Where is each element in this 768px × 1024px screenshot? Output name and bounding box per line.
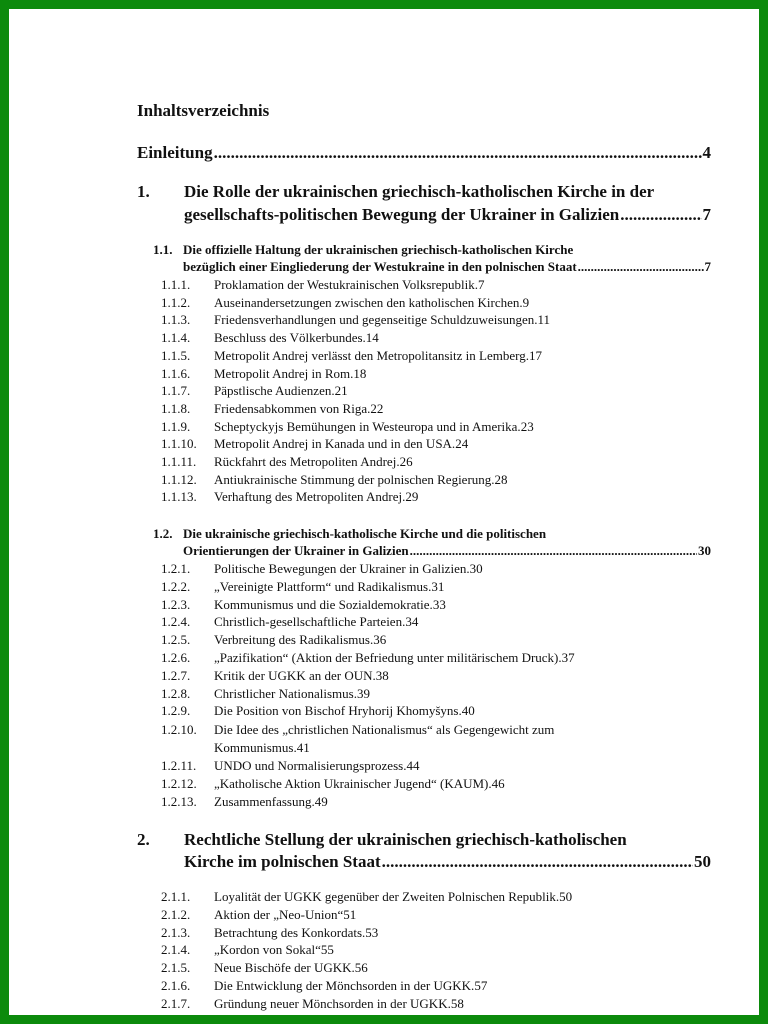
section-title-line	[183, 258, 711, 275]
subsection-title-text: Antiukrainische Stimmung der polnischen Regierung.	[214, 471, 495, 487]
subsection-title-line	[214, 418, 711, 435]
subsection-number: 1.2.6.	[161, 650, 191, 665]
subsection-title-text: Politische Bewegungen der Ukrainer in Galizien.	[214, 561, 470, 576]
subsection-title-line: Die Idee des „christlichen Nationalismus“ als Gegengewicht zum	[214, 722, 555, 737]
chapter-title-line	[184, 850, 711, 873]
subsection-title-line	[214, 685, 711, 702]
toc-page-number: 57	[474, 978, 488, 993]
toc-page-number: 22	[370, 400, 384, 416]
subsection-title-text: „Kordon von Sokal“	[214, 942, 321, 958]
subsection-number: 2.1.2.	[161, 906, 191, 922]
subsection-number: 1.2.4.	[161, 614, 191, 630]
dot-leader	[620, 203, 701, 226]
section-title-line	[183, 542, 711, 559]
subsection-number: 1.2.7.	[161, 667, 191, 683]
toc-page-number: 29	[405, 489, 419, 505]
toc-page-number: 50	[559, 889, 573, 904]
toc-page-number: 39	[356, 685, 370, 701]
toc-page-number: 21	[334, 383, 348, 399]
subsection-title-text: „Katholische Aktion Ukrainischer Jugend“ (KAUM).	[214, 776, 492, 791]
subsection-title-line	[214, 347, 711, 364]
subsection-title-text: Kommunismus und die Sozialdemokratie.	[214, 596, 433, 612]
subsection-number: 1.1.4.	[161, 330, 191, 346]
dot-leader	[578, 258, 704, 275]
subsection-number: 1.1.3.	[161, 312, 191, 328]
subsection-title-text: „Pazifikation“ (Aktion der Befriedung unter militärischem Druck).	[214, 650, 562, 665]
subsection-title-text: Die Position von Bischof Hryhorij Khomyšyns.	[214, 703, 462, 719]
subsection-number: 2.1.1.	[161, 889, 191, 904]
toc-page-number: 23	[520, 418, 534, 434]
subsection-title-text: Loyalität der UGKK gegenüber der Zweiten Polnischen Republik.	[214, 889, 560, 904]
subsection-number: 1.2.1.	[161, 561, 191, 576]
toc-page-number: 31	[431, 578, 445, 594]
toc-page-number: 58	[450, 995, 464, 1011]
section-title-text: Orientierungen der Ukrainer in Galizien	[183, 543, 409, 558]
toc-page-number: 46	[491, 776, 505, 791]
subsection-title-text: Betrachtung des Konkordats.	[214, 924, 366, 940]
subsection-number: 1.1.8.	[161, 400, 191, 416]
toc-page-number: 41	[296, 740, 310, 755]
chapter-title-line	[184, 203, 711, 226]
subsection-title-text: Gründung neuer Mönchsorden in der UGKK.	[214, 995, 451, 1011]
subsection-title-line	[214, 995, 711, 1012]
toc-page-number: 34	[405, 614, 419, 630]
subsection-title-line	[214, 488, 711, 505]
toc-page-number: 53	[365, 924, 379, 940]
subsection-title-text: Kommunismus.	[214, 740, 297, 755]
toc-page-number: 24	[455, 436, 469, 452]
toc-entry-einleitung	[137, 143, 711, 163]
subsection-title-text: Friedensabkommen von Riga.	[214, 400, 371, 416]
subsection-title-line	[214, 702, 711, 719]
subsection-number: 1.1.12.	[161, 471, 197, 487]
subsection-number: 1.2.12.	[161, 776, 197, 791]
subsection-number: 1.2.5.	[161, 632, 191, 648]
subsection-number: 1.2.10.	[161, 722, 197, 737]
subsection-title-text: Auseinandersetzungen zwischen den katholischen Kirchen.	[214, 294, 523, 310]
chapter-number: 2.	[137, 830, 150, 849]
subsection-title-line	[214, 613, 711, 630]
subsection-title-text: Friedensverhandlungen und gegenseitige Schuldzuweisungen.	[214, 312, 538, 328]
chapter-title-text: Kirche im polnischen Staat	[184, 852, 381, 871]
subsection-title-text: Verhaftung des Metropoliten Andrej.	[214, 489, 406, 505]
subsection-number: 1.1.9.	[161, 418, 191, 434]
subsection-title-line	[214, 365, 711, 382]
subsection-title-text: Päpstlische Audienzen.	[214, 383, 335, 399]
subsection-number: 1.1.10.	[161, 436, 197, 452]
subsection-title-text: Beschluss des Völkerbundes.	[214, 330, 366, 346]
subsection-title-line	[214, 775, 711, 792]
toc-entry-title: Einleitung	[137, 143, 213, 162]
subsection-number: 1.2.2.	[161, 578, 191, 594]
subsection-title-text: UNDO und Normalisierungsprozess.	[214, 758, 407, 773]
subsection-number: 1.2.8.	[161, 685, 191, 701]
subsection-title-line	[214, 888, 711, 905]
toc-heading: Inhaltsverzeichnis	[137, 101, 270, 120]
subsection-title-text: Neue Bischöfe der UGKK.	[214, 960, 355, 976]
toc-page-number: 11	[537, 312, 551, 328]
subsection-title-line	[214, 560, 711, 577]
toc-page-number: 49	[314, 794, 328, 809]
subsection-number: 1.1.13.	[161, 489, 197, 505]
subsection-number: 2.1.7.	[161, 995, 191, 1011]
subsection-title-text: Die Entwicklung der Mönchsorden in der UGKK.	[214, 978, 475, 993]
toc-page-number: 14	[365, 330, 379, 346]
subsection-title-text: Zusammenfassung.	[214, 794, 315, 809]
subsection-title-line	[214, 578, 711, 595]
subsection-title-text: Scheptyckyjs Bemühungen in Westeuropa und in Amerika.	[214, 418, 521, 434]
chapter-title-text: gesellschafts-politischen Bewegung der Ukrainer in Galizien	[184, 205, 620, 224]
subsection-title-line	[214, 453, 711, 470]
subsection-title-line	[214, 294, 711, 311]
toc-page-number: 26	[399, 454, 413, 469]
toc-page-number: 56	[354, 960, 368, 976]
subsection-title-text: Metropolit Andrej in Kanada und in den USA.	[214, 436, 456, 452]
subsection-number: 1.1.2.	[161, 294, 191, 310]
subsection-title-line	[214, 977, 711, 994]
subsection-number: 2.1.5.	[161, 960, 191, 976]
subsection-title-line	[214, 435, 711, 452]
subsection-title-line	[214, 329, 711, 346]
toc-page-number: 9	[522, 294, 530, 310]
toc-page-number: 30	[698, 543, 711, 558]
subsection-number: 2.1.4.	[161, 942, 191, 958]
section-title-line: Die offizielle Haltung der ukrainischen griechisch-katholischen Kirche	[183, 242, 574, 257]
dot-leader	[214, 143, 702, 163]
subsection-title-text: Metropolit Andrej in Rom.	[214, 365, 354, 381]
subsection-title-line	[214, 649, 711, 666]
subsection-title-text: Proklamation der Westukrainischen Volksrepublik.	[214, 277, 478, 292]
subsection-title-line	[214, 739, 711, 756]
toc-page-number: 55	[320, 942, 334, 958]
section-title-line: Die ukrainische griechisch-katholische Kirche und die politischen	[183, 526, 547, 541]
toc-page-number: 7	[702, 205, 711, 224]
toc-page-number: 50	[694, 852, 711, 871]
toc-page-number: 40	[461, 703, 475, 719]
subsection-number: 1.1.11.	[161, 454, 197, 469]
subsection-title-line	[214, 471, 711, 488]
toc-page-number: 28	[494, 471, 508, 487]
toc-page-number: 17	[528, 347, 542, 363]
subsection-title-text: „Vereinigte Plattform“ und Radikalismus.	[214, 578, 432, 594]
subsection-title-line	[214, 793, 711, 810]
section-number: 1.2.	[153, 526, 173, 541]
chapter-title-line: Die Rolle der ukrainischen griechisch-katholischen Kirche in der	[184, 182, 655, 201]
toc-page-number: 38	[375, 667, 389, 683]
subsection-title-line	[214, 400, 711, 417]
toc-page-number: 7	[704, 259, 711, 274]
toc-page-number: 51	[343, 906, 357, 922]
subsection-title-line	[214, 959, 711, 976]
toc-page-number: 4	[702, 143, 711, 162]
subsection-title-line	[214, 382, 711, 399]
subsection-number: 1.1.6.	[161, 365, 191, 381]
subsection-number: 1.2.9.	[161, 703, 191, 719]
chapter-number: 1.	[137, 182, 150, 201]
subsection-title-line	[214, 311, 711, 328]
section-number: 1.1.	[153, 242, 173, 257]
subsection-title-text: Aktion der „Neo-Union“	[214, 906, 344, 922]
toc-page-number: 30	[469, 561, 483, 576]
subsection-title-line	[214, 667, 711, 684]
dot-leader	[382, 850, 693, 873]
subsection-title-text: Kritik der UGKK an der OUN.	[214, 667, 376, 683]
subsection-number: 2.1.6.	[161, 978, 191, 993]
toc-page-number: 7	[477, 277, 485, 292]
toc-page-number: 44	[406, 758, 420, 773]
subsection-number: 1.2.11.	[161, 758, 197, 773]
toc-page-number: 18	[353, 365, 367, 381]
section-title-text: bezüglich einer Eingliederung der Westukraine in den polnischen Staat	[183, 259, 577, 274]
subsection-title-line	[214, 276, 711, 293]
subsection-title-text: Rückfahrt des Metropoliten Andrej.	[214, 454, 400, 469]
toc-page-number: 33	[432, 596, 446, 612]
subsection-title-line	[214, 596, 711, 613]
subsection-title-line	[214, 757, 711, 774]
subsection-number: 1.2.3.	[161, 596, 191, 612]
subsection-number: 1.1.1.	[161, 277, 191, 292]
subsection-title-text: Metropolit Andrej verlässt den Metropolitansitz in Lemberg.	[214, 347, 529, 363]
subsection-number: 1.2.13.	[161, 794, 197, 809]
subsection-number: 2.1.3.	[161, 924, 191, 940]
subsection-number: 1.1.7.	[161, 383, 191, 399]
toc-page-number: 36	[373, 632, 387, 648]
subsection-number: 1.1.5.	[161, 347, 191, 363]
subsection-title-line	[214, 906, 711, 923]
chapter-title-line: Rechtliche Stellung der ukrainischen griechisch-katholischen	[184, 830, 627, 849]
subsection-title-text: Verbreitung des Radikalismus.	[214, 632, 374, 648]
subsection-title-line	[214, 631, 711, 648]
subsection-title-line	[214, 924, 711, 941]
subsection-title-line	[214, 941, 711, 958]
toc-page-number: 37	[561, 650, 575, 665]
dot-leader	[410, 542, 697, 559]
subsection-title-text: Christlich-gesellschaftliche Parteien.	[214, 614, 406, 630]
subsection-title-text: Christlicher Nationalismus.	[214, 685, 357, 701]
